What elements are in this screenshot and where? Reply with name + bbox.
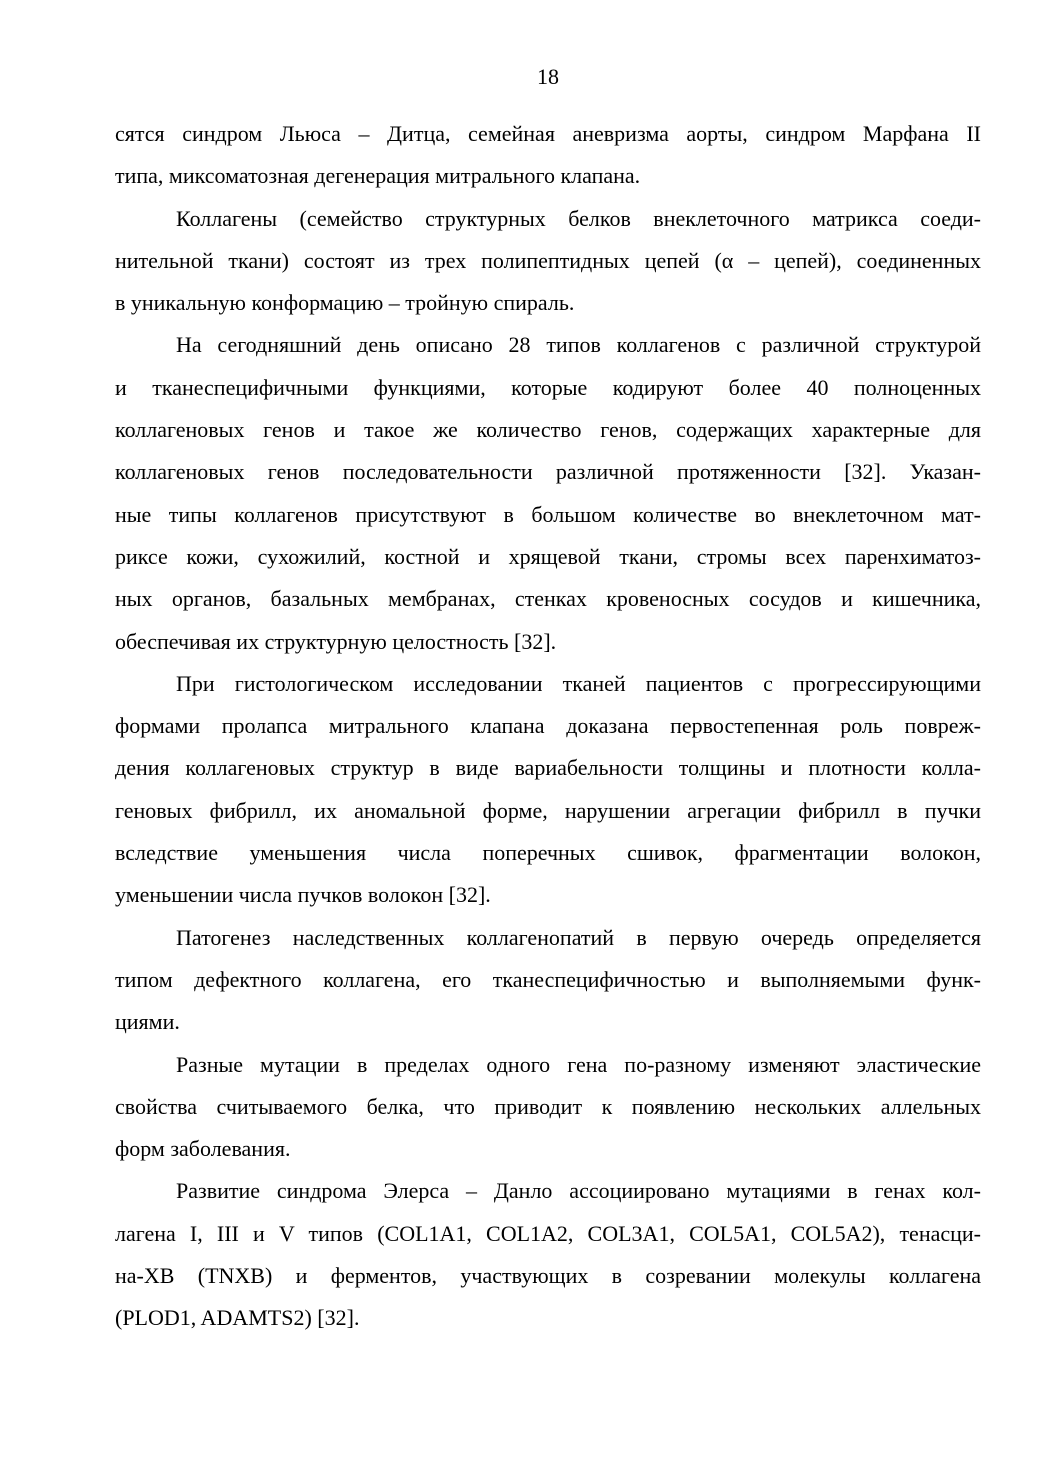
text-line: формами пролапса митрального клапана доказана первостепенная роль повреж-	[115, 713, 981, 739]
text-line: свойства считываемого белка, что приводит к появлению нескольких аллельных	[115, 1093, 981, 1119]
text-line: лагена I, III и V типов (COL1A1, COL1A2, COL3A1, COL5A1, COL5A2), тенасци-	[115, 1220, 981, 1246]
text-line: обеспечивая их структурную целостность [32].	[115, 628, 557, 654]
text-line: форм заболевания.	[115, 1136, 291, 1162]
body-text	[115, 113, 981, 1340]
text-line: коллагеновых генов и такое же количество генов, содержащих характерные для	[115, 417, 981, 443]
text-line: При гистологическом исследовании тканей пациентов с прогрессирующими	[176, 670, 981, 696]
paragraph-collagen-definition	[115, 198, 981, 325]
text-line: типом дефектного коллагена, его тканеспецифичностью и выполняемыми функ-	[115, 966, 981, 992]
text-line: Разные мутации в пределах одного гена по-разному изменяют эластические	[176, 1051, 981, 1077]
page-number: 18	[537, 64, 559, 89]
text-line: вследствие уменьшения числа поперечных сшивок, фрагментации волокон,	[115, 840, 981, 866]
text-line: На сегодняшний день описано 28 типов коллагенов с различной структурой	[176, 332, 981, 358]
paragraph-mutations	[115, 1044, 981, 1171]
text-line: в уникальную конформацию – тройную спираль.	[115, 290, 575, 316]
text-line: коллагеновых генов последовательности различной протяженности [32]. Указан-	[115, 459, 981, 485]
text-line: Развитие синдрома Элерса – Данло ассоциировано мутациями в генах кол-	[176, 1178, 981, 1204]
text-line: на-XB (TNXB) и ферментов, участвующих в созревании молекулы коллагена	[115, 1263, 981, 1289]
text-line: риксе кожи, сухожилий, костной и хрящевой ткани, стромы всех паренхиматоз-	[115, 543, 981, 569]
text-line: Патогенез наследственных коллагенопатий в первую очередь определяется	[176, 924, 981, 950]
text-line: ных органов, базальных мембранах, стенках кровеносных сосудов и кишечника,	[115, 586, 981, 612]
text-line: геновых фибрилл, их аномальной форме, нарушении агрегации фибрилл в пучки	[115, 797, 981, 823]
text-line: типа, миксоматозная дегенерация митрального клапана.	[115, 163, 641, 189]
text-line: и тканеспецифичными функциями, которые кодируют более 40 полноценных	[115, 374, 981, 400]
paragraph-collagen-types	[115, 324, 981, 662]
text-line: (PLOD1, ADAMTS2) [32].	[115, 1305, 360, 1331]
text-line: циями.	[115, 1009, 180, 1035]
paragraph-continuation	[115, 113, 981, 198]
paragraph-histology	[115, 663, 981, 917]
paragraph-ehlers-danlos	[115, 1170, 981, 1339]
text-line: уменьшении числа пучков волокон [32].	[115, 882, 491, 908]
text-line: ные типы коллагенов присутствуют в большом количестве во внеклеточном мат-	[115, 501, 981, 527]
text-line: сятся синдром Льюса – Дитца, семейная аневризма аорты, синдром Марфана II	[115, 121, 981, 146]
paragraph-pathogenesis	[115, 917, 981, 1044]
text-line: нительной ткани) состоят из трех полипептидных цепей (α – цепей), соединенных	[115, 247, 981, 273]
text-line: дения коллагеновых структур в виде вариабельности толщины и плотности колла-	[115, 755, 981, 781]
text-line: Коллагены (семейство структурных белков внеклеточного матрикса соеди-	[176, 205, 981, 231]
